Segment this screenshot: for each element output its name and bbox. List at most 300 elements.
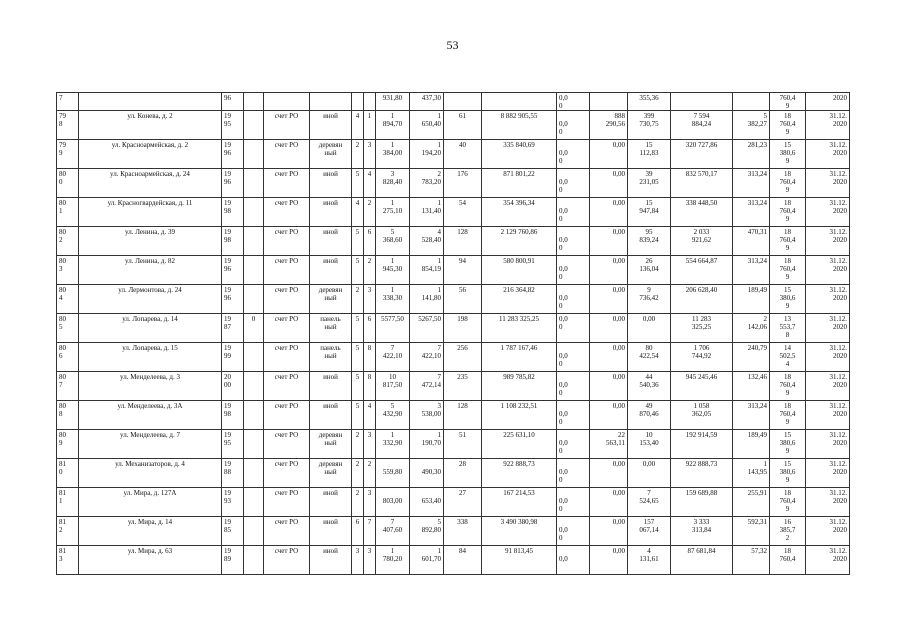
cell-material: иной: [310, 401, 352, 430]
cell-c17: 1 143,95: [733, 459, 770, 488]
cell-num: 80 1: [57, 198, 79, 227]
cell-c13: 0,0 0: [557, 517, 590, 546]
cell-year: 19 95: [222, 111, 244, 140]
cell-c14: 0,00: [590, 343, 628, 372]
cell-material: иной: [310, 517, 352, 546]
cell-num: 80 8: [57, 401, 79, 430]
cell-c16: 1 706 744,92: [671, 343, 733, 372]
cell-c13: 0,0 0: [557, 401, 590, 430]
cell-residents: 84: [444, 546, 482, 575]
cell-area1: 559,80: [376, 459, 410, 488]
cell-date: 31.12. 2020: [806, 343, 850, 372]
cell-area1: 1 780,20: [376, 546, 410, 575]
cell-entrances: 3: [364, 546, 376, 575]
cell-c14: 22 563,11: [590, 430, 628, 459]
cell-num: 80 3: [57, 256, 79, 285]
cell-entrances: 4: [364, 401, 376, 430]
cell-year: 19 85: [222, 517, 244, 546]
cell-account: [264, 93, 310, 111]
cell-year: 19 96: [222, 285, 244, 314]
cell-account: счет РО: [264, 285, 310, 314]
cell-year: 19 98: [222, 227, 244, 256]
cell-address: ул. Мира, д. 63: [79, 546, 222, 575]
cell-floors: 5: [352, 227, 364, 256]
cell-c14: 0,00: [590, 401, 628, 430]
cell-entrances: 3: [364, 285, 376, 314]
cell-address: ул. Лермонтова, д. 24: [79, 285, 222, 314]
cell-c4: [244, 401, 264, 430]
cell-date: 31.12. 2020: [806, 546, 850, 575]
cell-c17: 313,24: [733, 169, 770, 198]
cell-c18: 18 760,4 9: [770, 401, 806, 430]
cell-floors: 5: [352, 169, 364, 198]
cell-material: [310, 93, 352, 111]
cell-address: ул. Мира, д. 14: [79, 517, 222, 546]
cell-floors: 5: [352, 256, 364, 285]
cell-c14: 0,00: [590, 256, 628, 285]
cell-area2: 490,30: [410, 459, 444, 488]
cell-area1: 7 407,60: [376, 517, 410, 546]
cell-c16: 7 594 884,24: [671, 111, 733, 140]
cell-material: иной: [310, 198, 352, 227]
cell-area1: 5577,50: [376, 314, 410, 343]
cell-c16: [671, 93, 733, 111]
cell-c14: 888 290,56: [590, 111, 628, 140]
cell-num: 79 9: [57, 140, 79, 169]
cell-account: счет РО: [264, 430, 310, 459]
cell-address: ул. Менделеева, д. 3: [79, 372, 222, 401]
cell-residents: 54: [444, 198, 482, 227]
cell-area2: 1 194,20: [410, 140, 444, 169]
cell-c17: 255,91: [733, 488, 770, 517]
cell-c15: 15 112,83: [628, 140, 671, 169]
cell-date: 31.12. 2020: [806, 227, 850, 256]
cell-date: 31.12. 2020: [806, 430, 850, 459]
cell-residents: 27: [444, 488, 482, 517]
cell-material: иной: [310, 372, 352, 401]
cell-account: счет РО: [264, 140, 310, 169]
cell-c17: 240,79: [733, 343, 770, 372]
cell-date: 31.12. 2020: [806, 372, 850, 401]
cell-date: 31.12. 2020: [806, 459, 850, 488]
cell-date: 31.12. 2020: [806, 140, 850, 169]
table-row: [57, 256, 850, 285]
cell-c16: 159 689,88: [671, 488, 733, 517]
table-row: [57, 430, 850, 459]
cell-c14: 0,00: [590, 372, 628, 401]
cell-year: 20 00: [222, 372, 244, 401]
cell-address: ул. Механизаторов, д. 4: [79, 459, 222, 488]
cell-c14: 0,00: [590, 546, 628, 575]
cell-c18: 18 760,4 9: [770, 256, 806, 285]
cell-cost: 871 801,22: [482, 169, 557, 198]
cell-material: панель ный: [310, 343, 352, 372]
cell-c17: 189,49: [733, 430, 770, 459]
cell-date: 31.12. 2020: [806, 401, 850, 430]
cell-entrances: 3: [364, 488, 376, 517]
cell-year: 19 88: [222, 459, 244, 488]
cell-c13: 0,0 0: [557, 285, 590, 314]
cell-c15: 399 730,75: [628, 111, 671, 140]
cell-address: ул. Красноармейская, д. 24: [79, 169, 222, 198]
cell-cost: 91 813,45: [482, 546, 557, 575]
cell-date: 31.12. 2020: [806, 111, 850, 140]
cell-c14: 0,00: [590, 169, 628, 198]
cell-year: 19 99: [222, 343, 244, 372]
cell-area1: 1 275,10: [376, 198, 410, 227]
cell-address: ул. Ленина, д. 39: [79, 227, 222, 256]
cell-residents: 235: [444, 372, 482, 401]
cell-c18: 18 760,4: [770, 546, 806, 575]
cell-address: ул. Лопарева, д. 15: [79, 343, 222, 372]
cell-c17: 189,49: [733, 285, 770, 314]
cell-c13: 0,0 0: [557, 140, 590, 169]
cell-c14: 0,00: [590, 198, 628, 227]
cell-area2: 1 650,40: [410, 111, 444, 140]
cell-c14: 0,00: [590, 459, 628, 488]
cell-address: ул. Менделеева, д. 7: [79, 430, 222, 459]
cell-account: счет РО: [264, 198, 310, 227]
cell-residents: 176: [444, 169, 482, 198]
cell-floors: 4: [352, 198, 364, 227]
cell-date: 31.12. 2020: [806, 314, 850, 343]
cell-floors: 2: [352, 430, 364, 459]
cell-account: счет РО: [264, 169, 310, 198]
cell-residents: 256: [444, 343, 482, 372]
cell-area2: 1 854,19: [410, 256, 444, 285]
cell-area2: 5 892,80: [410, 517, 444, 546]
cell-entrances: 6: [364, 314, 376, 343]
cell-num: 80 0: [57, 169, 79, 198]
cell-c15: 0,00: [628, 314, 671, 343]
cell-year: 19 96: [222, 140, 244, 169]
cell-c13: 0,0 0: [557, 111, 590, 140]
cell-c18: 18 760,4 9: [770, 372, 806, 401]
cell-floors: 3: [352, 546, 364, 575]
cell-floors: 5: [352, 401, 364, 430]
cell-area1: 5 368,60: [376, 227, 410, 256]
cell-c4: [244, 343, 264, 372]
cell-c18: 15 380,6 9: [770, 285, 806, 314]
cell-c13: 0,0 0: [557, 93, 590, 111]
cell-c4: [244, 459, 264, 488]
cell-residents: 338: [444, 517, 482, 546]
cell-c4: [244, 488, 264, 517]
cell-area1: 803,00: [376, 488, 410, 517]
cell-c15: 49 870,46: [628, 401, 671, 430]
cell-c14: 0,00: [590, 140, 628, 169]
cell-c18: 18 760,4 9: [770, 227, 806, 256]
table-row: [57, 198, 850, 227]
cell-cost: 989 785,82: [482, 372, 557, 401]
cell-material: иной: [310, 169, 352, 198]
cell-entrances: 2: [364, 198, 376, 227]
cell-area2: 1 131,40: [410, 198, 444, 227]
cell-c13: 0,0: [557, 546, 590, 575]
cell-year: 19 89: [222, 546, 244, 575]
cell-cost: 11 283 325,25: [482, 314, 557, 343]
cell-c15: 39 231,05: [628, 169, 671, 198]
table-row: [57, 401, 850, 430]
cell-account: счет РО: [264, 546, 310, 575]
table-row: [57, 546, 850, 575]
cell-residents: 28: [444, 459, 482, 488]
cell-num: 79 8: [57, 111, 79, 140]
cell-area2: 2 783,20: [410, 169, 444, 198]
cell-c18: 18 760,4 9: [770, 198, 806, 227]
cell-c14: 0,00: [590, 517, 628, 546]
cell-area2: 1 190,70: [410, 430, 444, 459]
cell-num: 80 7: [57, 372, 79, 401]
cell-account: счет РО: [264, 372, 310, 401]
cell-c15: 4 131,61: [628, 546, 671, 575]
cell-date: 31.12. 2020: [806, 517, 850, 546]
cell-c4: [244, 517, 264, 546]
cell-num: 80 4: [57, 285, 79, 314]
cell-account: счет РО: [264, 517, 310, 546]
cell-account: счет РО: [264, 459, 310, 488]
cell-area2: 437,30: [410, 93, 444, 111]
cell-c15: 157 067,14: [628, 517, 671, 546]
cell-entrances: [364, 93, 376, 111]
cell-material: иной: [310, 488, 352, 517]
cell-year: 19 96: [222, 169, 244, 198]
cell-address: ул. Ленина, д. 82: [79, 256, 222, 285]
cell-c17: 592,31: [733, 517, 770, 546]
cell-c17: 132,46: [733, 372, 770, 401]
cell-c16: 922 888,73: [671, 459, 733, 488]
cell-num: 81 2: [57, 517, 79, 546]
cell-account: счет РО: [264, 111, 310, 140]
cell-account: счет РО: [264, 256, 310, 285]
cell-c4: [244, 372, 264, 401]
table-row: [57, 93, 850, 111]
table-row: [57, 517, 850, 546]
cell-residents: [444, 93, 482, 111]
cell-cost: 1 108 232,51: [482, 401, 557, 430]
table-row: [57, 343, 850, 372]
cell-address: ул. Конева, д. 2: [79, 111, 222, 140]
cell-num: 80 6: [57, 343, 79, 372]
cell-c16: 338 448,50: [671, 198, 733, 227]
cell-residents: 56: [444, 285, 482, 314]
cell-c16: 2 033 921,62: [671, 227, 733, 256]
cell-c16: 1 058 362,05: [671, 401, 733, 430]
cell-area1: 5 432,90: [376, 401, 410, 430]
housing-registry-table: [56, 92, 850, 575]
cell-num: 80 9: [57, 430, 79, 459]
cell-year: 19 95: [222, 430, 244, 459]
cell-cost: 922 888,73: [482, 459, 557, 488]
cell-c4: [244, 430, 264, 459]
cell-residents: 51: [444, 430, 482, 459]
table-row: [57, 227, 850, 256]
table-row: [57, 285, 850, 314]
cell-entrances: 2: [364, 256, 376, 285]
cell-floors: 4: [352, 111, 364, 140]
cell-c17: 313,24: [733, 256, 770, 285]
cell-c16: 3 333 313,84: [671, 517, 733, 546]
cell-c4: [244, 285, 264, 314]
cell-material: иной: [310, 111, 352, 140]
cell-material: иной: [310, 227, 352, 256]
cell-c13: 0,0 0: [557, 459, 590, 488]
cell-date: 2020: [806, 93, 850, 111]
cell-c17: 313,24: [733, 401, 770, 430]
cell-entrances: 1: [364, 111, 376, 140]
cell-c17: 2 142,06: [733, 314, 770, 343]
cell-c4: [244, 169, 264, 198]
cell-year: 19 98: [222, 401, 244, 430]
cell-c16: 945 245,46: [671, 372, 733, 401]
cell-c16: 554 664,87: [671, 256, 733, 285]
cell-c4: [244, 111, 264, 140]
cell-address: [79, 93, 222, 111]
cell-account: счет РО: [264, 227, 310, 256]
cell-area1: 1 384,00: [376, 140, 410, 169]
cell-cost: 335 840,69: [482, 140, 557, 169]
cell-c18: 14 502,5 4: [770, 343, 806, 372]
cell-account: счет РО: [264, 401, 310, 430]
cell-area2: 5267,50: [410, 314, 444, 343]
cell-c13: 0,0 0: [557, 169, 590, 198]
cell-c13: 0,0 0: [557, 198, 590, 227]
cell-c16: 11 283 325,25: [671, 314, 733, 343]
cell-area2: 1 601,70: [410, 546, 444, 575]
cell-c18: 760,4 9: [770, 93, 806, 111]
cell-c14: 0,00: [590, 488, 628, 517]
cell-c17: 313,24: [733, 198, 770, 227]
cell-residents: 94: [444, 256, 482, 285]
cell-material: деревян ный: [310, 140, 352, 169]
cell-c15: 26 136,04: [628, 256, 671, 285]
cell-c14: 0,00: [590, 227, 628, 256]
cell-c18: 16 385,7 2: [770, 517, 806, 546]
cell-address: ул. Красноармейская, д. 2: [79, 140, 222, 169]
cell-floors: 5: [352, 372, 364, 401]
cell-account: счет РО: [264, 343, 310, 372]
cell-cost: 216 364,82: [482, 285, 557, 314]
cell-c4: [244, 198, 264, 227]
cell-material: панель ный: [310, 314, 352, 343]
cell-entrances: 3: [364, 430, 376, 459]
cell-cost: 8 882 905,55: [482, 111, 557, 140]
cell-entrances: 7: [364, 517, 376, 546]
table-row: [57, 140, 850, 169]
cell-num: 81 3: [57, 546, 79, 575]
cell-c18: 18 760,4 9: [770, 488, 806, 517]
cell-num: 81 0: [57, 459, 79, 488]
cell-area2: 7 472,14: [410, 372, 444, 401]
cell-cost: 167 214,53: [482, 488, 557, 517]
cell-year: 19 98: [222, 198, 244, 227]
cell-c15: 80 422,54: [628, 343, 671, 372]
cell-address: ул. Лопарева, д. 14: [79, 314, 222, 343]
cell-c17: 470,31: [733, 227, 770, 256]
cell-area2: 7 422,10: [410, 343, 444, 372]
cell-c18: 18 760,4 9: [770, 111, 806, 140]
cell-num: 81 1: [57, 488, 79, 517]
cell-cost: 2 129 760,86: [482, 227, 557, 256]
cell-floors: [352, 93, 364, 111]
cell-year: 19 87: [222, 314, 244, 343]
cell-residents: 128: [444, 227, 482, 256]
cell-material: иной: [310, 546, 352, 575]
cell-c15: 10 153,40: [628, 430, 671, 459]
cell-c13: 0,0 0: [557, 488, 590, 517]
cell-area2: 1 141,80: [410, 285, 444, 314]
cell-c17: 281,23: [733, 140, 770, 169]
cell-cost: [482, 93, 557, 111]
cell-date: 31.12. 2020: [806, 488, 850, 517]
cell-cost: 1 787 167,46: [482, 343, 557, 372]
cell-c4: 0: [244, 314, 264, 343]
cell-floors: 5: [352, 343, 364, 372]
cell-residents: 198: [444, 314, 482, 343]
cell-address: ул. Красногвардейская, д. 11: [79, 198, 222, 227]
cell-cost: 3 490 380,98: [482, 517, 557, 546]
cell-c15: 15 947,84: [628, 198, 671, 227]
cell-c16: 206 628,40: [671, 285, 733, 314]
cell-floors: 2: [352, 488, 364, 517]
cell-area1: 3 828,40: [376, 169, 410, 198]
cell-area2: 653,40: [410, 488, 444, 517]
table-body: [57, 93, 850, 575]
cell-area1: 7 422,10: [376, 343, 410, 372]
cell-area1: 10 817,50: [376, 372, 410, 401]
cell-c18: 13 553,7 8: [770, 314, 806, 343]
cell-c18: 15 380,6 9: [770, 459, 806, 488]
cell-c18: 15 380,6 9: [770, 140, 806, 169]
cell-c15: 95 839,24: [628, 227, 671, 256]
table-row: [57, 488, 850, 517]
cell-material: иной: [310, 256, 352, 285]
cell-area1: 1 332,90: [376, 430, 410, 459]
cell-num: 80 5: [57, 314, 79, 343]
cell-cost: 580 800,91: [482, 256, 557, 285]
cell-address: ул. Мира, д. 127А: [79, 488, 222, 517]
cell-cost: 225 631,10: [482, 430, 557, 459]
cell-entrances: 3: [364, 140, 376, 169]
cell-date: 31.12. 2020: [806, 198, 850, 227]
cell-c13: 0,0 0: [557, 227, 590, 256]
cell-area2: 4 528,40: [410, 227, 444, 256]
cell-c13: 0,0 0: [557, 314, 590, 343]
cell-c13: 0,0 0: [557, 430, 590, 459]
cell-date: 31.12. 2020: [806, 285, 850, 314]
cell-c16: 192 914,59: [671, 430, 733, 459]
cell-num: 7: [57, 93, 79, 111]
cell-year: 19 93: [222, 488, 244, 517]
cell-c16: 832 570,17: [671, 169, 733, 198]
cell-c18: 15 380,6 9: [770, 430, 806, 459]
table-row: [57, 372, 850, 401]
cell-entrances: 4: [364, 169, 376, 198]
cell-floors: 2: [352, 140, 364, 169]
cell-c17: 57,32: [733, 546, 770, 575]
cell-c15: 0,00: [628, 459, 671, 488]
cell-date: 31.12. 2020: [806, 169, 850, 198]
cell-floors: 5: [352, 314, 364, 343]
cell-area2: 3 538,00: [410, 401, 444, 430]
cell-account: счет РО: [264, 314, 310, 343]
cell-material: деревян ный: [310, 285, 352, 314]
cell-c13: 0,0 0: [557, 256, 590, 285]
table-row: [57, 314, 850, 343]
cell-account: счет РО: [264, 488, 310, 517]
cell-floors: 2: [352, 459, 364, 488]
cell-area1: 1 945,30: [376, 256, 410, 285]
